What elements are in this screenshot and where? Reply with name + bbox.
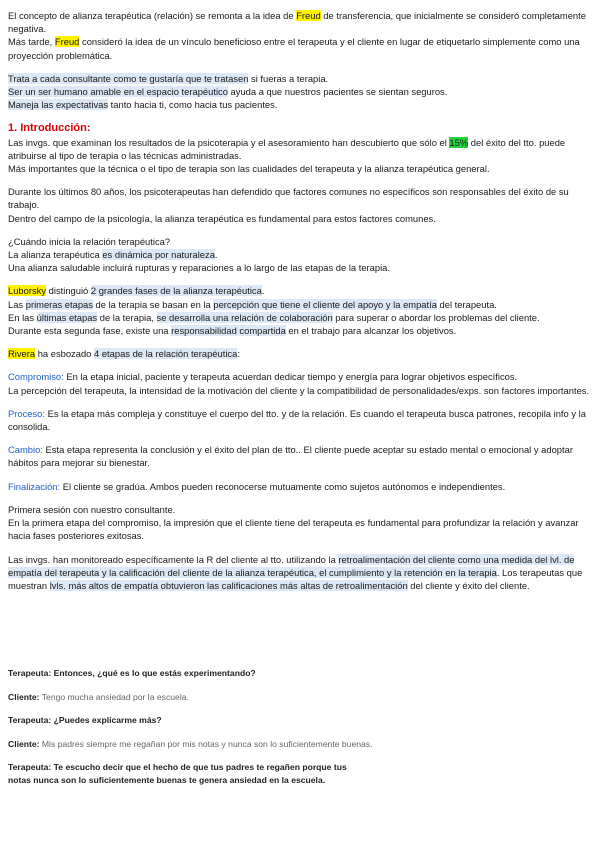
stage-text: Esta etapa representa la conclusión y el éxito del plan de tto.. El cliente puede aceptar su estado mental o emocional y adoptar hábitos para mejorar su bienestar. bbox=[8, 444, 573, 469]
intro-paragraph-2 bbox=[8, 35, 590, 61]
stage-label: Finalización: bbox=[8, 480, 61, 492]
document-body bbox=[8, 9, 590, 592]
stage-text: Es la etapa más compleja y constituye el cuerpo del tto. y de la relación. Es cuando el terapeuta busca patrones, recopila info y la consolida. bbox=[8, 407, 586, 433]
intro-text: consideró la idea de un vínculo beneficioso entre el terapeuta y el cliente en lugar de etiquetarlo simplemente como una proyección problemática. bbox=[8, 36, 580, 61]
dialog-speaker: Cliente: bbox=[8, 738, 40, 749]
dialog-text: Tengo mucha ansiedad por la escuela. bbox=[39, 691, 189, 702]
stage-compromiso-detail: La percepción del terapeuta, la intensidad de la motivación del cliente y la compatibilidad de personalidades/exps. son factores importantes. bbox=[8, 384, 590, 396]
luborsky-line-2 bbox=[8, 298, 590, 311]
luborsky-text: de la terapia se basan en la bbox=[92, 298, 214, 310]
start-line-2: Una alianza saludable incluirá rupturas y reparaciones a lo largo de las etapas de la terapia. bbox=[8, 262, 391, 274]
section1-text: Las invgs. que examinan los resultados de la psicoterapia y el asesoramiento han descubierto que sólo el bbox=[8, 136, 450, 148]
dialog-excerpt bbox=[8, 667, 590, 787]
section1-paragraph-c: Durante los últimos 80 años, los psicoterapeutas han defendido que factores comunes no específicos son responsables del éxito de su trabajo. bbox=[8, 186, 569, 211]
stage-compromiso bbox=[8, 370, 590, 383]
highlight-phases: 2 grandes fases de la alianza terapéutica bbox=[90, 285, 262, 297]
rivera-line bbox=[8, 347, 590, 360]
luborsky-line-1 bbox=[8, 284, 590, 297]
dialog-therapist-1: Terapeuta: Entonces, ¿qué es lo que estás experimentando? bbox=[8, 668, 256, 678]
stage-proceso bbox=[8, 407, 590, 433]
dialog-speaker: Cliente: bbox=[8, 691, 40, 702]
intro-paragraph-1 bbox=[8, 9, 590, 35]
start-question: ¿Cuándo inicia la relación terapéutica? bbox=[8, 235, 171, 247]
start-line-1 bbox=[8, 248, 590, 261]
highlight-rivera: Rivera bbox=[8, 348, 36, 360]
dialog-therapist-3: Terapeuta: Te escucho decir que el hecho de que tus padres te regañen porque tus notas nunca son lo suficientemente buenas te genera ansiedad en la escuela. bbox=[8, 762, 347, 785]
principle-text: tanto hacia ti, como hacia tus pacientes. bbox=[108, 99, 278, 111]
highlight-percentage: 15% bbox=[449, 136, 469, 148]
luborsky-text: Las bbox=[8, 298, 26, 310]
luborsky-text: En las bbox=[8, 311, 37, 323]
highlight-term: últimas etapas bbox=[36, 311, 98, 323]
intro-text: El concepto de alianza terapéutica (relación) se remonta a la idea de bbox=[8, 10, 297, 21]
research-paragraph bbox=[8, 553, 590, 593]
highlight-freud: Freud bbox=[296, 10, 321, 21]
luborsky-line-3 bbox=[8, 311, 590, 324]
highlight-term: primeras etapas bbox=[25, 298, 93, 310]
stage-text: El cliente se gradúa. Ambos pueden reconocerse mutuamente como sujetos autónomos e independientes. bbox=[60, 480, 506, 492]
start-text: . bbox=[214, 249, 218, 261]
intro-text: Más tarde, bbox=[8, 36, 55, 48]
intro-text: de transferencia, que inicialmente se consideró completamente negativa. bbox=[8, 10, 586, 35]
section-title: 1. Introducción: bbox=[8, 122, 91, 135]
dialog-client-1 bbox=[8, 691, 590, 704]
highlight-principle: Ser un ser humano amable en el espacio terapéutico bbox=[8, 86, 228, 98]
highlight-principle: Maneja las expectativas bbox=[8, 99, 109, 111]
stage-label: Proceso: bbox=[8, 407, 45, 419]
first-session-title: Primera sesión con nuestro consultante. bbox=[8, 503, 176, 515]
luborsky-text: para superar o abordar los problemas del cliente. bbox=[332, 311, 540, 323]
stage-label: Compromiso: bbox=[8, 371, 64, 383]
luborsky-text: distinguió bbox=[46, 285, 91, 297]
research-text: del cliente y éxito del cliente. bbox=[407, 579, 530, 591]
luborsky-text: en el trabajo para alcanzar los objetivos. bbox=[285, 325, 457, 337]
highlight-freud: Freud bbox=[54, 36, 80, 48]
dialog-client-2 bbox=[8, 738, 380, 751]
section1-paragraph-a bbox=[8, 136, 590, 162]
highlight-term: se desarrolla una relación de colaboración bbox=[156, 311, 333, 323]
principle-2 bbox=[8, 85, 590, 98]
rivera-text: : bbox=[237, 348, 240, 360]
section1-paragraph-d: Dentro del campo de la psicología, la alianza terapéutica es fundamental para estos factores comunes. bbox=[8, 212, 436, 224]
stage-text: En la etapa inicial, paciente y terapeuta acuerdan dedicar tiempo y energía para lograr objetivos específicos. bbox=[63, 371, 518, 383]
principle-1 bbox=[8, 72, 590, 85]
first-session-paragraph: En la primera etapa del compromiso, la impresión que el cliente tiene del terapeuta es fundamental para profundizar la relación y avanzar hacia fases posteriores exitosas. bbox=[8, 517, 579, 542]
luborsky-text: del terapeuta. bbox=[436, 298, 497, 310]
highlight-research: lvls. más altos de empatía obtuvieron las calificaciones más altas de retroalimentación bbox=[49, 579, 408, 591]
highlight-term: percepción que tiene el cliente del apoyo y la empatía bbox=[213, 298, 437, 310]
dialog-text: Mis padres siempre me regañan por mis notas y nunca son lo suficientemente buenas. bbox=[39, 738, 373, 749]
dialog-therapist-2: Terapeuta: ¿Puedes explicarme más? bbox=[8, 715, 162, 726]
highlight-principle: Trata a cada consultante como te gustaría que te tratasen bbox=[8, 72, 249, 84]
research-text: . Los terapeutas que muestran bbox=[8, 566, 583, 591]
stage-cambio bbox=[8, 443, 590, 469]
rivera-text: ha esbozado bbox=[35, 348, 94, 360]
research-text: Las invgs. han monitoreado específicamente la R del cliente al tto. utilizando la bbox=[8, 553, 339, 565]
luborsky-line-4 bbox=[8, 324, 590, 337]
luborsky-text: . bbox=[261, 285, 265, 297]
highlight-term: responsabilidad compartida bbox=[171, 325, 286, 337]
luborsky-text: de la terapia, bbox=[97, 311, 157, 323]
principle-text: ayuda a que nuestros pacientes se sientan seguros. bbox=[227, 86, 448, 98]
stage-label: Cambio: bbox=[8, 444, 43, 456]
section-heading bbox=[8, 121, 590, 135]
principle-text: si fueras a terapia. bbox=[248, 72, 329, 84]
luborsky-text: Durante esta segunda fase, existe una bbox=[8, 325, 172, 337]
highlight-dynamic: es dinámica por naturaleza bbox=[102, 249, 215, 261]
start-text: La alianza terapéutica bbox=[8, 249, 103, 261]
highlight-stages: 4 etapas de la relación terapéutica bbox=[94, 348, 238, 360]
highlight-research: retroalimentación del cliente como una medida del lvl. de empatía del terapeuta y la calificación del cliente de la alianza terapéutica, el cumplimiento y la retención en la terapia bbox=[8, 553, 575, 578]
stage-finalizacion bbox=[8, 480, 590, 493]
principle-3 bbox=[8, 98, 590, 111]
section1-text: del éxito del tto. puede atribuirse al tipo de terapia o las técnicas administradas. bbox=[8, 136, 566, 161]
section1-paragraph-b: Más importantes que la técnica o el tipo de terapia son las cualidades del terapeuta y la alianza terapéutica general. bbox=[8, 163, 490, 175]
highlight-luborsky: Luborsky bbox=[8, 285, 47, 297]
